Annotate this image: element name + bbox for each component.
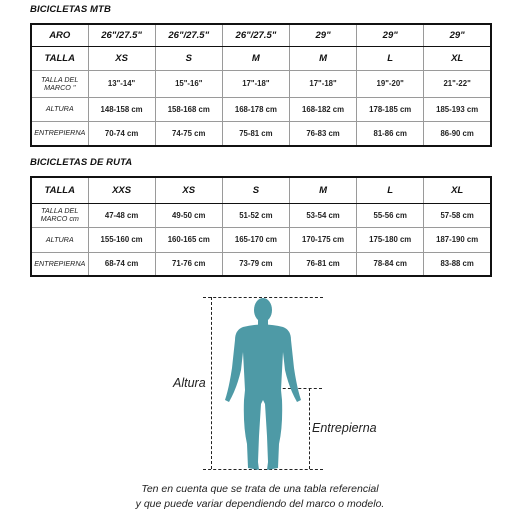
reference-note-line-1: Ten en cuenta que se trata de una tabla referencial xyxy=(141,483,379,495)
table-cell: S xyxy=(155,46,222,70)
table-cell: 47-48 cm xyxy=(88,203,155,227)
table-header-row xyxy=(31,177,491,203)
header-cell: S xyxy=(222,177,289,203)
table-cell: 51-52 cm xyxy=(222,203,289,227)
entrepierna-label: Entrepierna xyxy=(312,421,377,435)
row-label: ENTREPIERNA xyxy=(31,252,88,276)
table-cell: 78-84 cm xyxy=(357,252,424,276)
table-header-row xyxy=(31,24,491,46)
table-cell: 73-79 cm xyxy=(222,252,289,276)
table-cell: 15"-16" xyxy=(155,70,222,97)
table-cell: 155-160 cm xyxy=(88,227,155,252)
table-cell: 76-83 cm xyxy=(289,121,356,146)
table-cell: 168-178 cm xyxy=(222,97,289,121)
body-measurement-figure xyxy=(0,290,520,480)
table-row xyxy=(31,97,491,121)
row-label: ARO xyxy=(31,24,88,46)
table-cell: 13"-14" xyxy=(88,70,155,97)
table-cell: M xyxy=(222,46,289,70)
table-cell: 187-190 cm xyxy=(424,227,491,252)
header-cell: XXS xyxy=(88,177,155,203)
table-cell: 83-88 cm xyxy=(424,252,491,276)
table-cell: 86-90 cm xyxy=(424,121,491,146)
table-cell: 21"-22" xyxy=(424,70,491,97)
header-cell: XS xyxy=(155,177,222,203)
ruta-section-title: BICICLETAS DE RUTA xyxy=(30,157,133,168)
table-row xyxy=(31,70,491,97)
table-cell: 17"-18" xyxy=(289,70,356,97)
reference-note-line-2: y que puede variar dependiendo del marco o modelo. xyxy=(135,498,385,510)
mtb-section-title: BICICLETAS MTB xyxy=(30,4,111,15)
human-body-icon xyxy=(223,296,303,474)
header-cell: 26"/27.5" xyxy=(88,24,155,46)
table-cell: 75-81 cm xyxy=(222,121,289,146)
header-cell: 29" xyxy=(424,24,491,46)
row-label: TALLA DEL MARCO cm xyxy=(31,203,88,227)
table-cell: 76-81 cm xyxy=(289,252,356,276)
table-cell: 55-56 cm xyxy=(357,203,424,227)
table-cell: 178-185 cm xyxy=(357,97,424,121)
altura-vertical-line xyxy=(211,297,212,469)
table-cell: L xyxy=(357,46,424,70)
row-label: ALTURA xyxy=(31,227,88,252)
header-cell: 29" xyxy=(289,24,356,46)
row-label: TALLA xyxy=(31,46,88,70)
table-cell: XS xyxy=(88,46,155,70)
table-cell: 57-58 cm xyxy=(424,203,491,227)
entrepierna-vertical-line xyxy=(309,388,310,469)
table-cell: 175-180 cm xyxy=(357,227,424,252)
mtb-size-table xyxy=(30,23,492,147)
table-row xyxy=(31,121,491,146)
row-label: TALLA xyxy=(31,177,88,203)
table-cell: 17"-18" xyxy=(222,70,289,97)
table-cell: 71-76 cm xyxy=(155,252,222,276)
header-cell: 29" xyxy=(357,24,424,46)
table-row xyxy=(31,46,491,70)
table-cell: 19"-20" xyxy=(357,70,424,97)
reference-note xyxy=(0,482,520,512)
header-cell: M xyxy=(289,177,356,203)
table-cell: 165-170 cm xyxy=(222,227,289,252)
table-row xyxy=(31,227,491,252)
table-cell: 70-74 cm xyxy=(88,121,155,146)
table-cell: 185-193 cm xyxy=(424,97,491,121)
table-cell: 74-75 cm xyxy=(155,121,222,146)
header-cell: XL xyxy=(424,177,491,203)
altura-label: Altura xyxy=(173,376,206,390)
row-label: ENTREPIERNA xyxy=(31,121,88,146)
table-row xyxy=(31,203,491,227)
table-cell: 160-165 cm xyxy=(155,227,222,252)
table-cell: 49-50 cm xyxy=(155,203,222,227)
table-cell: 168-182 cm xyxy=(289,97,356,121)
table-cell: 158-168 cm xyxy=(155,97,222,121)
table-cell: 53-54 cm xyxy=(289,203,356,227)
table-cell: 68-74 cm xyxy=(88,252,155,276)
table-cell: 81-86 cm xyxy=(357,121,424,146)
ruta-size-table xyxy=(30,176,492,277)
table-cell: M xyxy=(289,46,356,70)
table-row xyxy=(31,252,491,276)
table-cell: 170-175 cm xyxy=(289,227,356,252)
table-cell: XL xyxy=(424,46,491,70)
header-cell: 26"/27.5" xyxy=(155,24,222,46)
row-label: ALTURA xyxy=(31,97,88,121)
header-cell: 26"/27.5" xyxy=(222,24,289,46)
header-cell: L xyxy=(357,177,424,203)
row-label: TALLA DEL MARCO " xyxy=(31,70,88,97)
table-cell: 148-158 cm xyxy=(88,97,155,121)
